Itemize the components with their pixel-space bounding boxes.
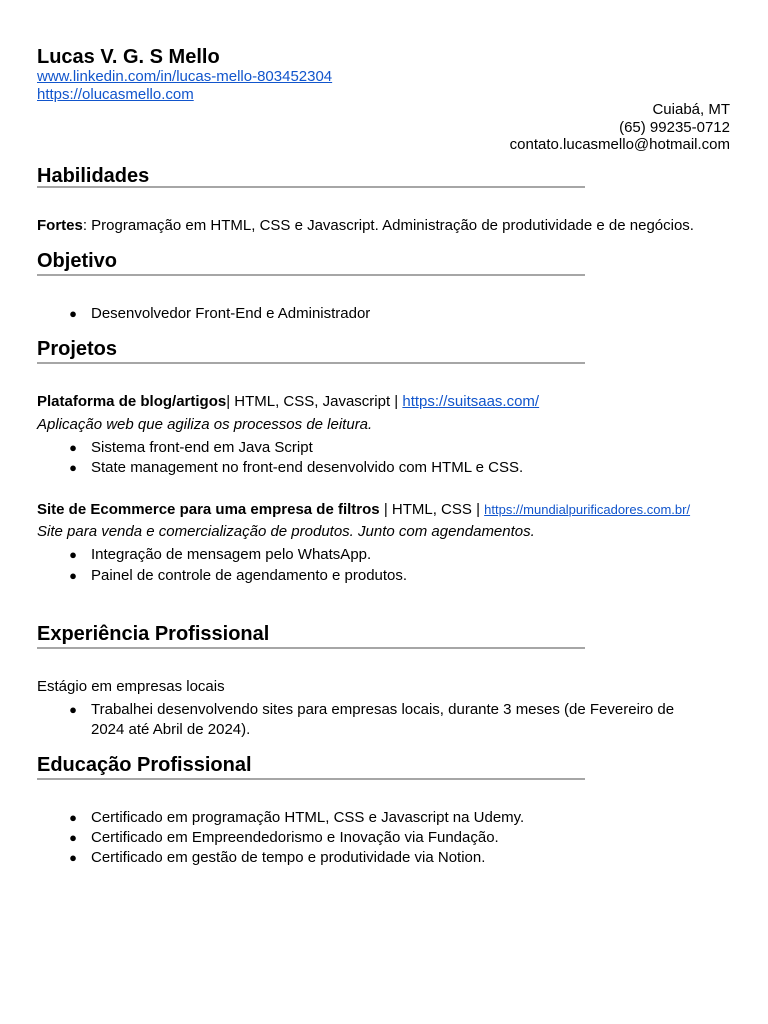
contact-phone: (65) 99235-0712 <box>619 119 730 136</box>
project-name: Plataforma de blog/artigos <box>37 393 227 410</box>
bullet-icon: ● <box>69 460 77 475</box>
bullet-icon: ● <box>69 830 77 845</box>
education-bullet: Certificado em gestão de tempo e produtividade via Notion. <box>91 849 486 866</box>
objective-bullet: Desenvolvedor Front-End e Administrador <box>91 305 371 322</box>
website-link[interactable]: https://olucasmello.com <box>37 86 194 103</box>
skills-label: Fortes <box>37 217 83 234</box>
experience-role: Estágio em empresas locais <box>37 678 225 695</box>
project-bullet: State management no front-end desenvolvido com HTML e CSS. <box>91 459 524 476</box>
project-url-link[interactable]: https://suitsaas.com/ <box>402 393 540 410</box>
objective-divider <box>37 274 585 276</box>
skills-divider <box>37 186 585 188</box>
linkedin-link[interactable]: www.linkedin.com/in/lucas-mello-803452304 <box>37 68 333 85</box>
skills-heading: Habilidades <box>37 165 150 187</box>
project-title-line <box>37 501 690 519</box>
skills-line <box>37 217 694 235</box>
contact-email: contato.lucasmello@hotmail.com <box>509 136 730 153</box>
project-bullet: Integração de mensagem pelo WhatsApp. <box>91 546 372 563</box>
experience-divider <box>37 647 585 649</box>
bullet-icon: ● <box>69 850 77 865</box>
education-bullet: Certificado em programação HTML, CSS e Javascript na Udemy. <box>91 809 525 826</box>
bullet-icon: ● <box>69 306 77 321</box>
project-bullet: Painel de controle de agendamento e produtos. <box>91 567 408 584</box>
experience-bullet: Trabalhei desenvolvendo sites para empresas locais, durante 3 meses (de Fevereiro de 2024 até Abril de 2024). <box>91 701 675 738</box>
project-name: Site de Ecommerce para uma empresa de filtros <box>37 501 380 518</box>
candidate-name: Lucas V. G. S Mello <box>37 46 220 68</box>
skills-text: : Programação em HTML, CSS e Javascript. Administração de produtividade e de negócios. <box>82 217 694 234</box>
bullet-icon: ● <box>69 440 77 455</box>
project-url-link[interactable]: https://mundialpurificadores.com.br/ <box>484 502 691 517</box>
contact-city: Cuiabá, MT <box>652 101 730 118</box>
project-description: Site para venda e comercialização de produtos. Junto com agendamentos. <box>37 523 535 540</box>
objective-heading: Objetivo <box>37 250 118 272</box>
project-description: Aplicação web que agiliza os processos de leitura. <box>37 416 373 433</box>
bullet-icon: ● <box>69 568 77 583</box>
project-title-line <box>37 393 539 411</box>
project-tech: | HTML, CSS, Javascript | <box>226 393 403 410</box>
experience-heading: Experiência Profissional <box>37 623 270 645</box>
bullet-icon: ● <box>69 547 77 562</box>
education-heading: Educação Profissional <box>37 754 252 776</box>
project-bullet: Sistema front-end em Java Script <box>91 439 313 456</box>
bullet-icon: ● <box>69 702 77 717</box>
education-divider <box>37 778 585 780</box>
project-tech: | HTML, CSS | <box>379 501 485 518</box>
projects-heading: Projetos <box>37 338 118 360</box>
projects-divider <box>37 362 585 364</box>
bullet-icon: ● <box>69 810 77 825</box>
education-bullet: Certificado em Empreendedorismo e Inovação via Fundação. <box>91 829 499 846</box>
